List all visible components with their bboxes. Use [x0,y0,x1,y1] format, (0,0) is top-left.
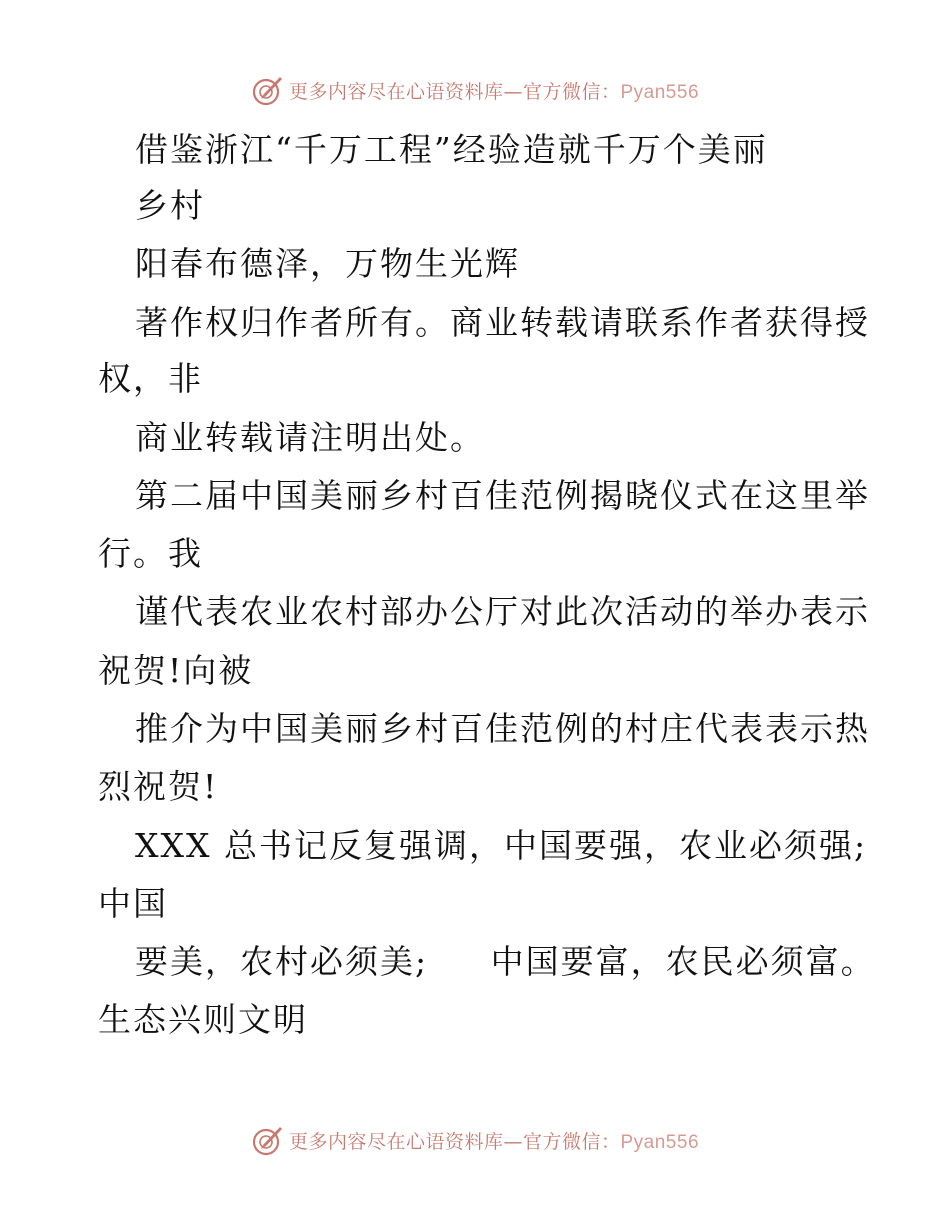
paragraph-line: 第二届中国美丽乡村百佳范例揭晓仪式在这里举 [135,476,870,515]
paragraph-line: 权，非 [98,359,203,398]
paragraph-line: XXX 总书记反复强调，中国要强，农业必须强; [135,826,868,865]
title-line-1: 借鉴浙江“千万工程”经验造就千万个美丽 [135,130,768,169]
paragraph-line: 推介为中国美丽乡村百佳范例的村庄代表表示热 [135,709,870,748]
watermark-text: 更多内容尽在心语资料库—官方微信：Pyan556 [288,1130,700,1153]
paragraph-line: 祝贺!向被 [98,651,254,690]
paragraph-line: 要美，农村必须美; 中国要富，农民必须富。 [135,942,876,981]
quill-logo-icon [251,73,285,107]
paragraph-line: 烈祝贺! [98,767,219,806]
quill-logo-icon [251,1123,285,1157]
paragraph-line: 商业转载请注明出处。 [135,418,485,457]
title-line-2: 乡村 [135,186,205,225]
paragraph-line: 生态兴则文明 [98,1000,308,1039]
footer-watermark [0,1120,950,1160]
paragraph-line: 谨代表农业农村部办公厅对此次活动的举办表示 [135,592,870,631]
paragraph-line: 著作权归作者所有。商业转载请联系作者获得授 [135,303,870,342]
watermark-text: 更多内容尽在心语资料库—官方微信：Pyan556 [288,80,700,103]
header-watermark [0,70,950,110]
paragraph-line: 行。我 [98,534,203,573]
paragraph-line: 中国 [98,884,168,923]
paragraph-line: 阳春布德泽，万物生光辉 [135,244,520,283]
